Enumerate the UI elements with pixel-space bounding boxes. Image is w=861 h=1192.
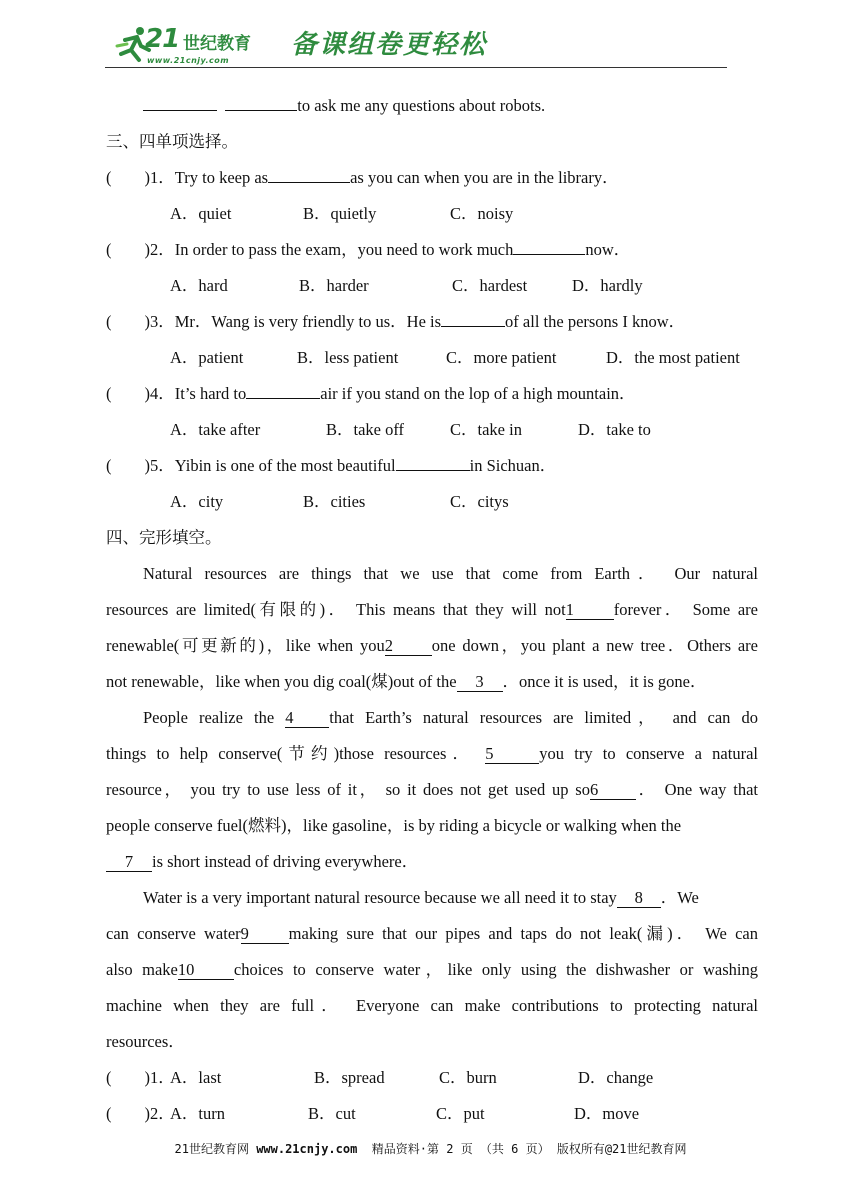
option-d[interactable]: D．take to: [578, 420, 651, 439]
answer-blank[interactable]: [441, 311, 505, 327]
passage-line: resource， you try to use less of it， so it does not get used up so6 ． One way that: [106, 780, 758, 799]
continuation-line: [143, 95, 795, 117]
answer-paren[interactable]: ( ): [106, 1104, 150, 1123]
passage-line: can conserve water9 making sure that our pipes and taps do not leak(漏)． We can: [106, 924, 758, 943]
option-d[interactable]: D．change: [578, 1068, 654, 1087]
option-d[interactable]: D．the most patient: [606, 348, 740, 367]
option-c[interactable]: C．burn: [439, 1068, 497, 1087]
option-c[interactable]: C．put: [436, 1104, 485, 1123]
passage-line: also make10 choices to conserve water，like only using the dishwasher or washing: [106, 960, 758, 979]
option-a[interactable]: A．last: [170, 1068, 222, 1087]
option-b[interactable]: B．less patient: [297, 348, 399, 367]
line-text: to ask me any questions about robots.: [297, 96, 546, 115]
section-title: 四、完形填空。: [106, 528, 222, 547]
cloze-question-1: ( )1．: [106, 1068, 175, 1087]
section-title: 三、四单项选择。: [106, 132, 238, 151]
cloze-number: 8: [617, 889, 661, 908]
option-c[interactable]: C．more patient: [446, 348, 557, 367]
page-footer: [0, 1140, 861, 1157]
option-c[interactable]: C．hardest: [452, 276, 528, 295]
passage-line: renewable(可更新的)，like when you2 one down，you plant a new tree．Others are: [106, 636, 758, 655]
cloze-number: 7: [106, 853, 152, 872]
page-header: [105, 18, 727, 70]
question-4: ( )4．It’s hard to air if you stand on the lop of a high mountain．: [106, 384, 636, 403]
option-b[interactable]: B．take off: [326, 420, 405, 439]
cloze-number: 4: [285, 709, 329, 728]
answer-paren[interactable]: ( ): [106, 240, 150, 259]
answer-blank[interactable]: [143, 95, 217, 111]
footer-site: 21世纪教育网: [174, 1142, 257, 1156]
option-b[interactable]: B．spread: [314, 1068, 385, 1087]
option-a[interactable]: A．turn: [170, 1104, 225, 1123]
cloze-number: 10: [178, 961, 234, 980]
option-a[interactable]: A．hard: [170, 276, 228, 295]
header-slogan: 备课组卷更轻松: [291, 30, 488, 60]
cloze-number: 5: [485, 745, 539, 764]
logo-url: www.21cnjy.com: [147, 56, 230, 65]
answer-blank[interactable]: [268, 167, 350, 183]
answer-paren[interactable]: ( ): [106, 384, 150, 403]
option-a[interactable]: A．quiet: [170, 204, 232, 223]
answer-paren[interactable]: ( ): [106, 168, 150, 187]
footer-url[interactable]: www.21cnjy.com: [256, 1142, 358, 1156]
option-a[interactable]: A．patient: [170, 348, 244, 367]
answer-blank[interactable]: [225, 95, 297, 111]
question-5: ( )5．Yibin is one of the most beautiful in Sichuan．: [106, 456, 557, 475]
cloze-number: 9: [241, 925, 289, 944]
question-1: ( )1．Try to keep as as you can when you are in the library．: [106, 168, 619, 187]
passage-line: 7 is short instead of driving everywhere．: [106, 851, 758, 873]
logo-text: 世纪教育: [183, 34, 251, 54]
option-c[interactable]: C．noisy: [450, 204, 514, 223]
passage-line: resources．: [106, 1032, 185, 1051]
cloze-number: 2: [385, 637, 432, 656]
answer-paren[interactable]: ( ): [106, 1068, 150, 1087]
option-d[interactable]: D．hardly: [572, 276, 643, 295]
option-c[interactable]: C．citys: [450, 492, 509, 511]
passage-line: not renewable，like when you dig coal(煤)out of the 3 ．once it is used，it is gone．: [106, 672, 707, 691]
passage-line: things to help conserve(节约)those resources． 5 you try to conserve a natural: [106, 744, 758, 763]
answer-paren[interactable]: ( ): [106, 312, 150, 331]
option-b[interactable]: B．cut: [308, 1104, 356, 1123]
answer-blank[interactable]: [246, 383, 320, 399]
header-divider: [105, 67, 727, 68]
option-b[interactable]: B．harder: [299, 276, 369, 295]
logo-number: 21: [145, 24, 180, 54]
passage-line: resources are limited(有限的)． This means that they will not1 forever． Some are: [106, 600, 758, 619]
option-d[interactable]: D．move: [574, 1104, 640, 1123]
option-a[interactable]: A．take after: [170, 420, 261, 439]
cloze-number: 6: [590, 781, 636, 800]
footer-page-info: 精品资料·第 2 页 （共 6 页） 版权所有@21世纪教育网: [357, 1142, 687, 1156]
question-3: ( )3．Mr．Wang is very friendly to us．He is of all the persons I know．: [106, 312, 686, 331]
answer-paren[interactable]: ( ): [106, 456, 150, 475]
passage-line: Water is a very important natural resource because we all need it to stay 8 ．We: [143, 888, 699, 907]
option-b[interactable]: B．quietly: [303, 204, 377, 223]
passage-line: people conserve fuel(燃料)，like gasoline，is by riding a bicycle or walking when the: [106, 816, 682, 835]
passage-line: People realize the 4 that Earth’s natural resources are limited， and can do: [143, 708, 758, 727]
passage-line: machine when they are full． Everyone can make contributions to protecting natural: [106, 996, 758, 1015]
option-c[interactable]: C．take in: [450, 420, 522, 439]
option-b[interactable]: B．cities: [303, 492, 366, 511]
question-2: ( )2．In order to pass the exam，you need to work much now．: [106, 240, 631, 259]
passage-line: Natural resources are things that we use that come from Earth． Our natural: [143, 564, 758, 583]
cloze-number: 1: [566, 601, 614, 620]
answer-blank[interactable]: [396, 455, 470, 471]
cloze-number: 3: [457, 673, 503, 692]
cloze-question-2: ( )2．: [106, 1104, 175, 1123]
option-a[interactable]: A．city: [170, 492, 224, 511]
answer-blank[interactable]: [513, 239, 585, 255]
